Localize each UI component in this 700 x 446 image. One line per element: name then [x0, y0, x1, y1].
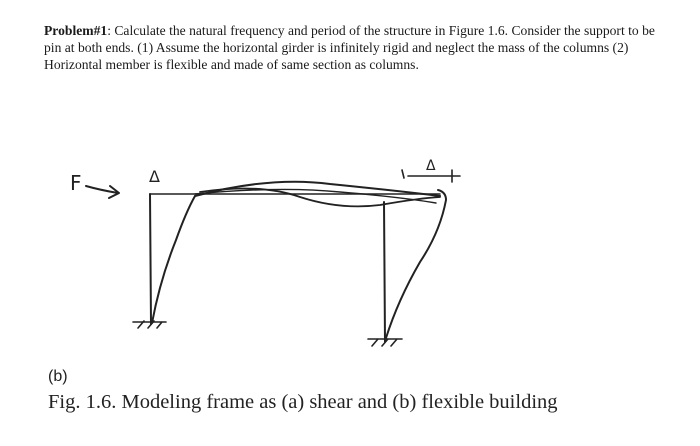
right-column-deflected: [386, 190, 446, 338]
left-column-deflected: [152, 196, 195, 323]
delta-right-label: Δ: [426, 158, 436, 174]
delta-left-label: Δ: [149, 167, 160, 186]
problem-label: Problem#1: [44, 23, 108, 38]
right-delta-tick: [402, 170, 404, 178]
right-column: [384, 202, 385, 342]
panel-label: (b): [48, 368, 68, 385]
left-column: [150, 194, 151, 324]
figure-caption: Fig. 1.6. Modeling frame as (a) shear and (b) flexible building: [48, 391, 558, 413]
left-support: [133, 321, 166, 328]
problem-text: : Calculate the natural frequency and period of the structure in Figure 1.6. Consider the support to be pin at both ends. (1) Assume the horizontal girder is infinitely rigid and neglect the mass of the columns (2) Horizontal member is flexible and made of same section as columns.: [44, 23, 655, 73]
force-label: F: [70, 171, 82, 195]
